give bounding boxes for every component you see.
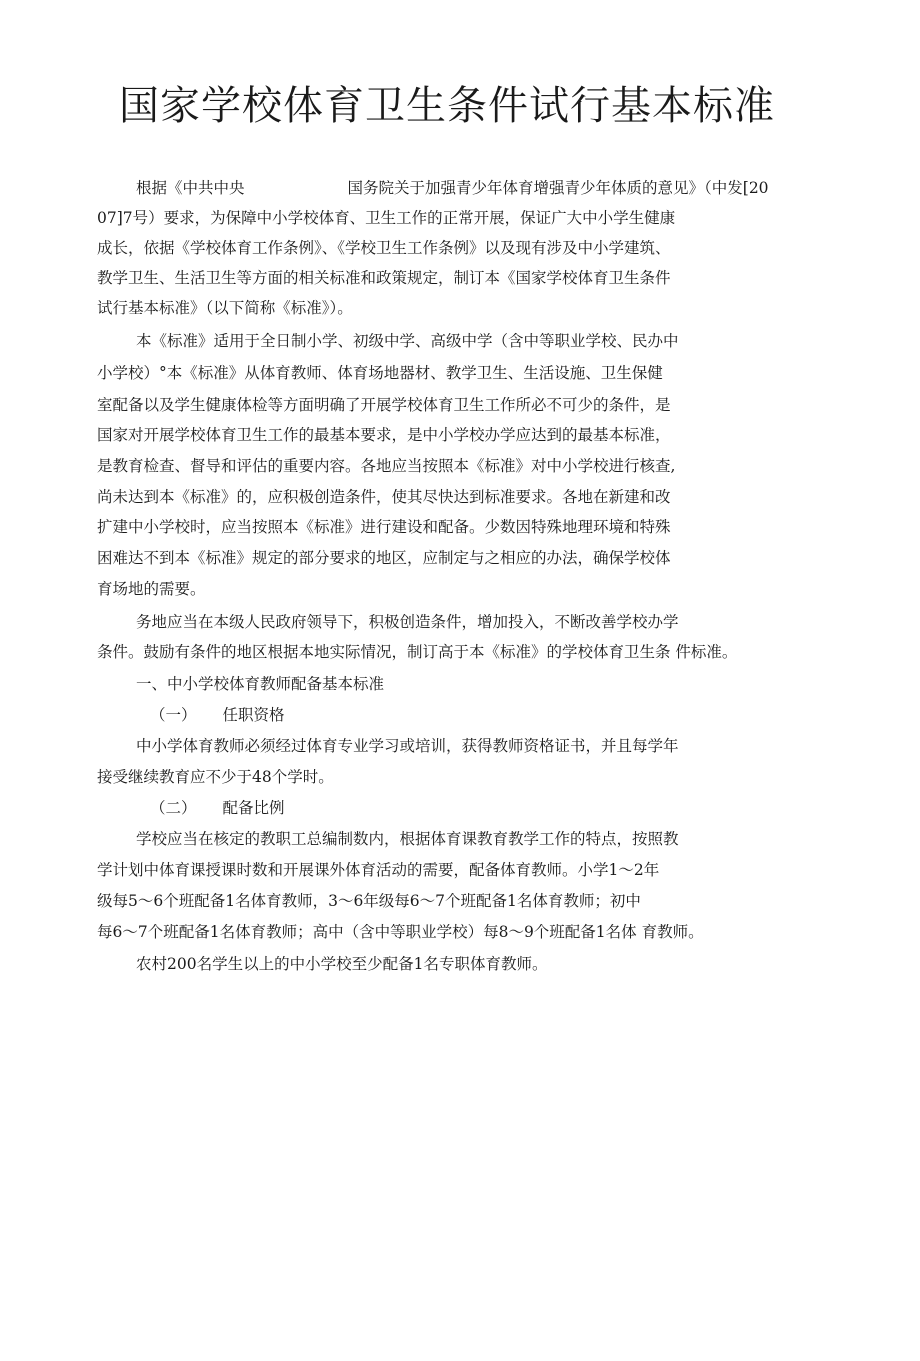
document-title: 国家学校体育卫生条件试行基本标准 [119, 83, 775, 129]
subsection-title: 配备比例 [222, 799, 285, 817]
paragraph-line: 尚未达到本《标准》的，应积极创造条件，使其尽快达到标准要求。各地在新建和改 [97, 488, 671, 506]
paragraph-line: 扩建中小学校时，应当按照本《标准》进行建设和配备。少数因特殊地理环境和特殊 [97, 518, 671, 536]
subsection-heading [150, 704, 285, 726]
paragraph-line: 成长，依据《学校体育工作条例》、《学校卫生工作条例》以及现有涉及中小学建筑、 [97, 239, 671, 257]
paragraph-line: 国家对开展学校体育卫生工作的最基本要求，是中小学校办学应达到的最基本标准， [97, 426, 671, 444]
line-part: 国务院关于加强青少年体育增强青少年体质的意见》（中发[20 [347, 179, 769, 197]
paragraph-line: 务地应当在本级人民政府领导下，积极创造条件，增加投入，不断改善学校办学 [136, 613, 679, 631]
paragraph-line: 教学卫生、生活卫生等方面的相关标准和政策规定，制订本《国家学校体育卫生条件 [97, 269, 671, 287]
subsection-heading [150, 797, 285, 819]
section-heading: 一、中小学校体育教师配备基本标准 [136, 675, 385, 693]
paragraph-line: 学校应当在核定的教职工总编制数内，根据体育课教育教学工作的特点，按照教 [136, 830, 679, 848]
paragraph-line: 是教育检查、督导和评估的重要内容。各地应当按照本《标准》对中小学校进行核查, [97, 457, 676, 475]
paragraph-line: 本《标准》适用于全日制小学、初级中学、高级中学（含中等职业学校、民办中 [136, 332, 679, 350]
paragraph-line: 级每5〜6个班配备1名体育教师，3〜6年级每6〜7个班配备1名体育教师；初中 [97, 892, 641, 910]
paragraph-line: 小学校）°本《标准》从体育教师、体育场地器材、教学卫生、生活设施、卫生保健 [97, 364, 663, 382]
paragraph-line: 育场地的需要。 [97, 580, 206, 598]
paragraph-line: 条件。鼓励有条件的地区根据本地实际情况，制订高于本《标准》的学校体育卫生条 件标准。 [97, 643, 738, 661]
paragraph-line: 接受继续教育应不少于48个学时。 [97, 768, 334, 786]
paragraph-line [136, 177, 769, 199]
paragraph-line: 试行基本标准》（以下简称《标准》）。 [97, 299, 353, 317]
paragraph-line: 07]7号）要求，为保障中小学校体育、卫生工作的正常开展，保证广大中小学生健康 [97, 209, 676, 227]
subsection-number: （二） [150, 799, 197, 817]
paragraph-line: 农村200名学生以上的中小学校至少配备1名专职体育教师。 [136, 955, 548, 973]
subsection-number: （一） [150, 706, 197, 724]
paragraph-line: 每6〜7个班配备1名体育教师；高中（含中等职业学校）每8〜9个班配备1名体 育教师。 [97, 923, 704, 941]
line-part: 根据《中共中央 [136, 179, 245, 197]
paragraph-line: 中小学体育教师必须经过体育专业学习或培训，获得教师资格证书，并且每学年 [136, 737, 679, 755]
paragraph-line: 室配备以及学生健康体检等方面明确了开展学校体育卫生工作所必不可少的条件，是 [97, 396, 671, 414]
subsection-title: 任职资格 [222, 706, 285, 724]
paragraph-line: 学计划中体育课授课时数和开展课外体育活动的需要，配备体育教师。小学1〜2年 [97, 861, 660, 879]
paragraph-line: 困难达不到本《标准》规定的部分要求的地区，应制定与之相应的办法，确保学校体 [97, 549, 671, 567]
